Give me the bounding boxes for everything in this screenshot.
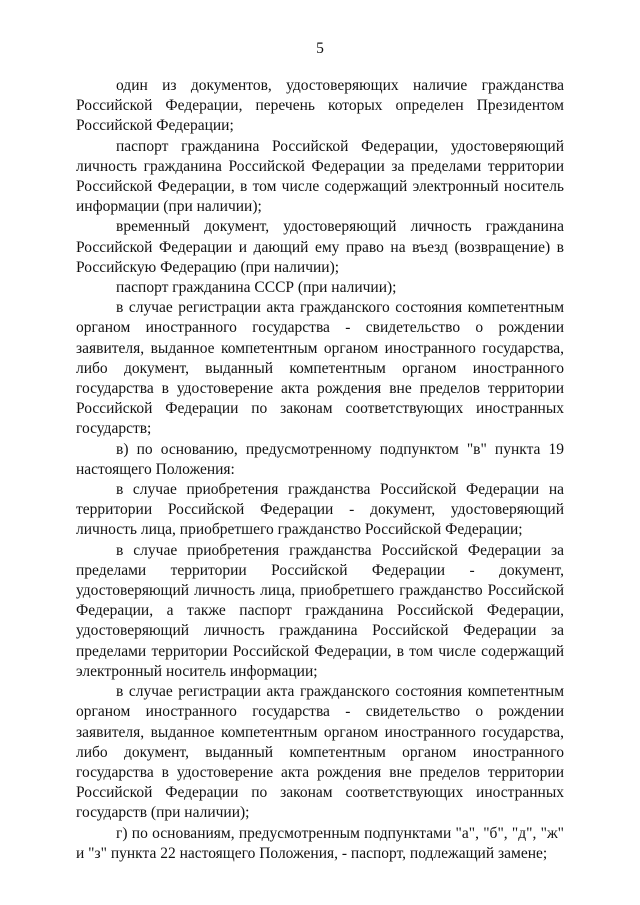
paragraph-citizenship-in-russia: в случае приобретения гражданства Российской Федерации на территории Российской Федерации - документ, удостоверяющий личность лица, приобретшего гражданство Российской Федерации; [76, 481, 564, 539]
paragraph-ussr-passport: паспорт гражданина СССР (при наличии); [116, 279, 397, 297]
paragraph-subitem-v: в) по основанию, предусмотренному подпунктом "в" пункта 19 настоящего Положения: [76, 440, 564, 478]
paragraph-temporary-document: временный документ, удостоверяющий личность гражданина Российской Федерации и дающий ему право на въезд (возвращение) в Российскую Федерацию (при наличии); [76, 218, 564, 276]
paragraph-foreign-birth-certificate: в случае регистрации акта гражданского состояния компетентным органом иностранного государства - свидетельство о рождении заявителя, выданное компетентным органом иностранного государства, либо документ, выданный компетентным органом иностранного государства в удостоверение акта рождения вне пределов территории Российской Федерации по законам соответствующих иностранных государств; [76, 299, 564, 438]
page-number: 5 [316, 40, 324, 57]
paragraph-foreign-birth-certificate-optional: в случае регистрации акта гражданского состояния компетентным органом иностранного государства - свидетельство о рождении заявителя, выданное компетентным органом иностранного государства, либо документ, выданный компетентным органом иностранного государства в удостоверение акта рождения вне пределов территории Российской Федерации по законам соответствующих иностранных государств (при наличии); [76, 683, 564, 822]
paragraph-citizenship-documents: один из документов, удостоверяющих наличие гражданства Российской Федерации, перечень которых определен Президентом Российской Федерации; [76, 77, 564, 135]
document-body [76, 76, 564, 864]
paragraph-subitem-g: г) по основаниям, предусмотренным подпунктами "а", "б", "д", "ж" и "з" пункта 22 настоящего Положения, - паспорт, подлежащий замене; [76, 824, 564, 862]
paragraph-foreign-passport: паспорт гражданина Российской Федерации, удостоверяющий личность гражданина Российской Федерации за пределами территории Российской Федерации, в том числе содержащий электронный носитель информации (при наличии); [76, 137, 564, 216]
paragraph-citizenship-abroad: в случае приобретения гражданства Российской Федерации за пределами территории Российской Федерации - документ, удостоверяющий личность лица, приобретшего гражданство Российской Федерации, а также паспорт гражданина Российской Федерации, удостоверяющий личность гражданина Российской Федерации за пределами территории Российской Федерации, в том числе содержащий электронный носитель информации; [76, 541, 564, 680]
